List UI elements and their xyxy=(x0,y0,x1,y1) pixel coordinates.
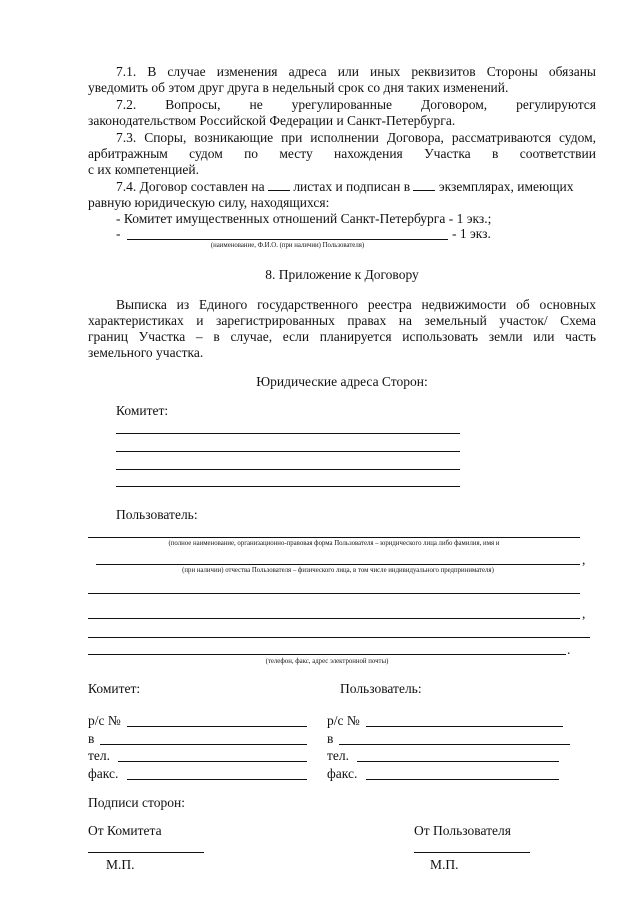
committee-address-line-3[interactable] xyxy=(116,469,460,470)
committee-bank-field[interactable] xyxy=(100,744,307,745)
clause-7-4-text-2: листах и подписан в xyxy=(293,179,411,194)
copy-user-name-line[interactable] xyxy=(127,239,448,240)
user-address-comma: , xyxy=(582,606,586,621)
user-name-line-1[interactable] xyxy=(88,537,580,538)
user-address-line-2[interactable] xyxy=(88,618,580,619)
user-fax-field[interactable] xyxy=(366,779,559,780)
user-bank-field[interactable] xyxy=(339,744,570,745)
user-signature-line[interactable] xyxy=(414,852,530,853)
appendix-line-2: характеристиках и зарегистрированных правах на земельный участок/ Схема xyxy=(88,313,596,328)
clause-7-1-line-1: 7.1. В случае изменения адреса или иных реквизитов Стороны обязаны xyxy=(116,64,596,79)
user-bank-label: в xyxy=(327,731,334,746)
user-fax-label: факс. xyxy=(327,766,358,781)
user-name-line-2[interactable] xyxy=(96,564,580,565)
user-account-label: р/с № xyxy=(327,713,360,728)
clause-7-3-line-3: с их компетенцией. xyxy=(88,162,199,177)
user-name-comma: , xyxy=(582,552,586,567)
clause-7-2-line-2: законодательством Российской Федерации и Санкт-Петербурга. xyxy=(88,113,456,128)
user-address-label: Пользователь: xyxy=(116,507,198,522)
signature-committee-label: От Комитета xyxy=(88,823,162,838)
requisites-user-label: Пользователь: xyxy=(340,681,422,696)
section-8-heading: 8. Приложение к Договору xyxy=(265,267,419,282)
sheets-count-blank[interactable] xyxy=(268,179,290,191)
copy-committee: - Комитет имущественных отношений Санкт-Петербурга - 1 экз.; xyxy=(116,211,492,226)
appendix-line-4: земельного участка. xyxy=(88,345,204,360)
user-contact-dot: . xyxy=(567,642,571,657)
clause-7-2-line-1: 7.2. Вопросы, не урегулированные Договором, регулируются xyxy=(116,97,596,112)
clause-7-4-text-1: 7.4. Договор составлен на xyxy=(116,179,265,194)
user-account-field[interactable] xyxy=(366,726,563,727)
committee-address-label: Комитет: xyxy=(116,403,169,418)
committee-account-field[interactable] xyxy=(127,726,307,727)
copy-user-suffix: - 1 экз. xyxy=(452,226,491,241)
committee-fax-label: факс. xyxy=(88,766,119,781)
signatures-heading: Подписи сторон: xyxy=(88,795,185,810)
copy-user-dash: - xyxy=(116,226,121,241)
user-phone-field[interactable] xyxy=(357,761,559,762)
signature-user-label: От Пользователя xyxy=(414,823,511,838)
committee-phone-label: тел. xyxy=(88,748,111,763)
addresses-heading: Юридические адреса Сторон: xyxy=(256,374,428,389)
clause-7-4-text-3: экземплярах, имеющих xyxy=(438,179,574,194)
committee-fax-field[interactable] xyxy=(127,779,307,780)
appendix-line-1: Выписка из Единого государственного реестра недвижимости об основных xyxy=(116,297,596,312)
requisites-committee-label: Комитет: xyxy=(88,681,141,696)
clause-7-4-line-1 xyxy=(116,179,596,195)
copy-user-caption: (наименование, Ф.И.О. (при наличии) Пользователя) xyxy=(210,242,365,249)
committee-seal-label: М.П. xyxy=(106,857,135,872)
user-seal-label: М.П. xyxy=(430,857,459,872)
user-address-line-3[interactable] xyxy=(88,637,590,638)
committee-account-label: р/с № xyxy=(88,713,121,728)
committee-address-line-4[interactable] xyxy=(116,486,460,487)
user-address-line-1[interactable] xyxy=(88,593,580,594)
committee-bank-label: в xyxy=(88,731,95,746)
clause-7-3-line-2: арбитражным судом по месту нахождения Участка в соответствии xyxy=(88,146,596,161)
committee-address-line-1[interactable] xyxy=(116,433,460,434)
user-name-caption-1: (полное наименование, организационно-правовая форма Пользователя – юридического лица либо фамилия, имя и xyxy=(168,540,500,547)
committee-phone-field[interactable] xyxy=(118,761,307,762)
clause-7-4-line-2: равную юридическую силу, находящихся: xyxy=(88,195,330,210)
copies-count-blank[interactable] xyxy=(413,179,435,191)
appendix-line-3: границ Участка – в случае, если планируется использовать земли или часть xyxy=(88,329,596,344)
clause-7-1-line-2: уведомить об этом друг друга в недельный срок со дня таких изменений. xyxy=(88,80,509,95)
committee-address-line-2[interactable] xyxy=(116,451,460,452)
user-contact-line[interactable] xyxy=(88,654,566,655)
committee-signature-line[interactable] xyxy=(88,852,204,853)
user-name-caption-2: (при наличии) отчества Пользователя – физического лица, в том числе индивидуального предпринимателя) xyxy=(182,567,494,574)
user-contact-caption: (телефон, факс, адрес электронной почты) xyxy=(265,658,389,665)
clause-7-3-line-1: 7.3. Споры, возникающие при исполнении Договора, рассматриваются судом, xyxy=(116,130,596,145)
user-phone-label: тел. xyxy=(327,748,350,763)
